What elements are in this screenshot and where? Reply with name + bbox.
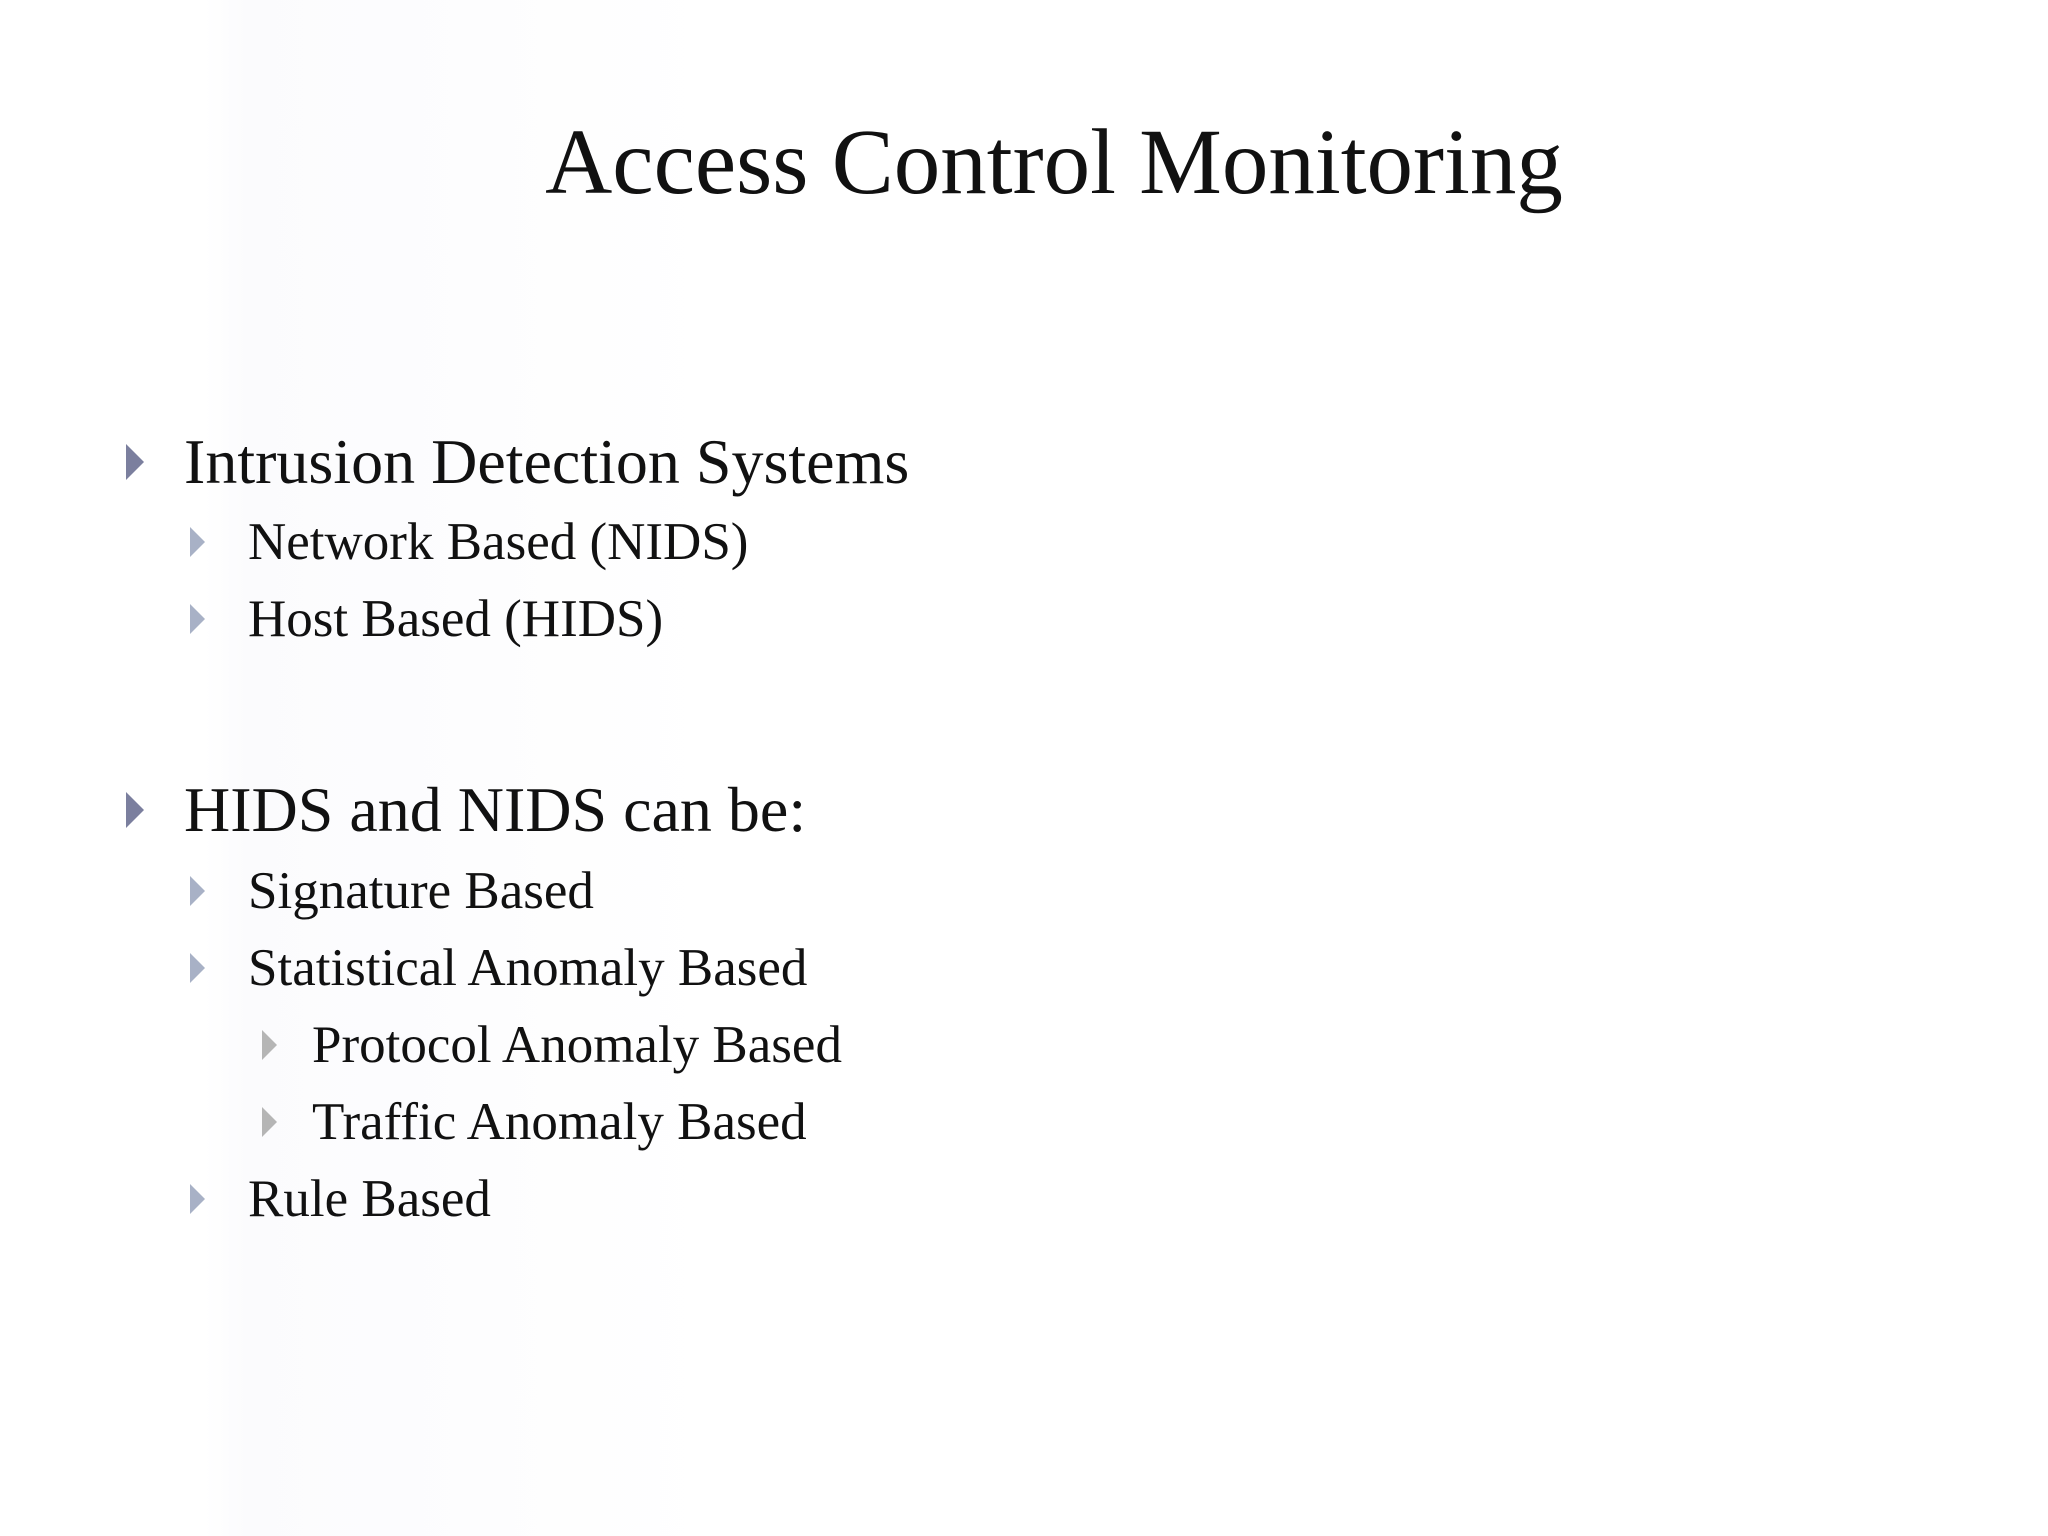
bullet-statistical-anomaly-based xyxy=(190,936,807,1000)
bullet-text: HIDS and NIDS can be: xyxy=(184,774,807,845)
bullet-host-based xyxy=(190,587,663,651)
bullet-signature-based xyxy=(190,859,594,923)
triangle-right-icon xyxy=(190,876,205,906)
triangle-right-icon xyxy=(190,953,205,983)
slide-title: Access Control Monitoring xyxy=(545,111,1563,214)
triangle-right-icon xyxy=(190,1184,205,1214)
bullet-protocol-anomaly-based xyxy=(262,1013,842,1077)
triangle-right-icon xyxy=(126,444,144,480)
bullet-rule-based xyxy=(190,1167,491,1231)
bullet-text: Traffic Anomaly Based xyxy=(312,1093,807,1151)
bullet-traffic-anomaly-based xyxy=(262,1090,807,1154)
triangle-right-icon xyxy=(262,1030,277,1060)
triangle-right-icon xyxy=(190,527,205,557)
bullet-intrusion-detection-systems xyxy=(126,424,909,500)
bullet-text: Protocol Anomaly Based xyxy=(312,1016,842,1074)
triangle-right-icon xyxy=(190,604,205,634)
triangle-right-icon xyxy=(262,1107,277,1137)
bullet-text: Host Based (HIDS) xyxy=(248,590,664,648)
bullet-text: Signature Based xyxy=(248,862,594,920)
bullet-network-based xyxy=(190,510,748,574)
bullet-text: Network Based (NIDS) xyxy=(248,513,749,571)
bullet-text: Intrusion Detection Systems xyxy=(184,426,910,497)
bullet-text: Rule Based xyxy=(248,1170,491,1228)
bullet-text: Statistical Anomaly Based xyxy=(248,939,808,997)
bullet-hids-and-nids xyxy=(126,772,806,848)
triangle-right-icon xyxy=(126,792,144,828)
